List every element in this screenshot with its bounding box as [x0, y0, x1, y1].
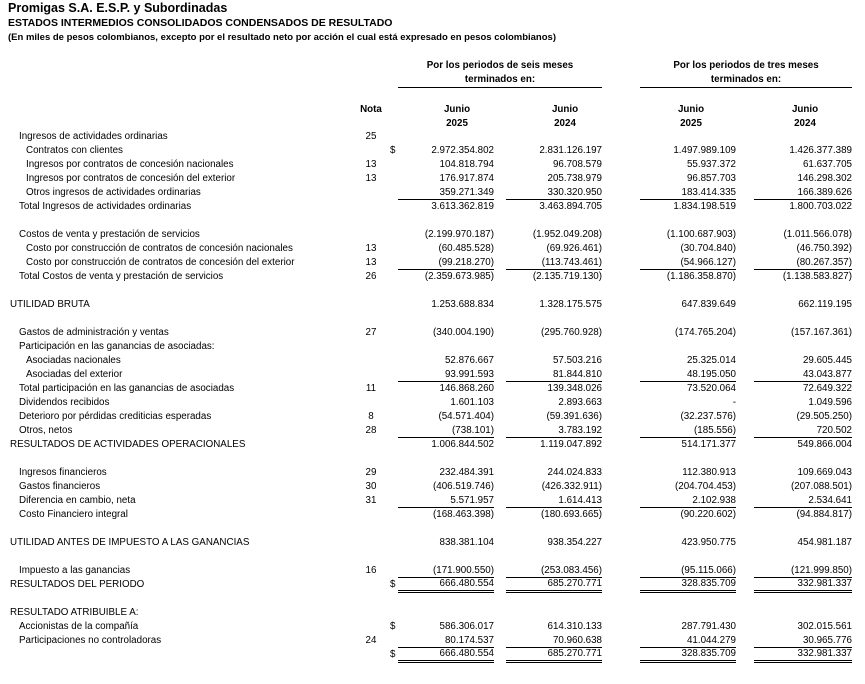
row-value-2: (59.391.636) [546, 410, 602, 422]
row-value-2: 205.738.979 [547, 172, 602, 184]
col4-header [768, 103, 842, 131]
row-value-4: 1.800.703.022 [789, 200, 852, 212]
statement-row [0, 382, 865, 396]
row-label: Total Ingresos de actividades ordinarias [19, 200, 192, 212]
row-value-2: (180.693.665) [540, 508, 602, 520]
row-value-3: 73.520.064 [686, 382, 736, 394]
statement-row [0, 466, 865, 480]
statement-row [0, 424, 865, 438]
row-nota: 16 [365, 564, 377, 576]
statement-row [0, 606, 865, 620]
row-value-3: 328.835.709 [640, 648, 736, 663]
row-value-2: 2.893.663 [558, 396, 602, 408]
row-label: Costos de venta y prestación de servicios [19, 228, 200, 240]
row-value-1: 666.480.554 [398, 648, 494, 663]
statement-row [0, 368, 865, 382]
statement-row [0, 648, 865, 662]
statement-row [0, 186, 865, 200]
row-value-4: 2.534.641 [754, 494, 852, 508]
statement-row [0, 494, 865, 508]
row-value-2: 70.960.638 [506, 634, 602, 648]
row-label: Ingresos por contratos de concesión del exterior [26, 172, 236, 184]
row-value-4: (94.884.817) [796, 508, 852, 520]
statement-row [0, 634, 865, 648]
statement-row [0, 158, 865, 172]
row-label: Total participación en las ganancias de asociadas [19, 382, 235, 394]
row-label: Accionistas de la compañía [19, 621, 139, 632]
row-value-2: 1.119.047.892 [540, 438, 602, 450]
statement-row [0, 242, 865, 256]
row-nota: 29 [365, 466, 377, 478]
row-nota: 31 [365, 494, 377, 506]
col1-year: 2025 [446, 118, 468, 129]
row-label: Diferencia en cambio, neta [19, 494, 136, 506]
row-label: Participación en las ganancias de asociadas: [19, 341, 215, 352]
units-note: (En miles de pesos colombianos, excepto por el resultado neto por acción el cual está expresado en pesos colombianos) [8, 32, 556, 43]
row-value-2: 614.310.133 [547, 621, 602, 632]
row-value-3: (204.704.453) [674, 480, 736, 492]
row-nota: 24 [365, 635, 377, 646]
col2-year: 2024 [554, 118, 576, 129]
row-nota: 13 [365, 158, 377, 170]
col1-month: Junio [443, 104, 471, 115]
row-label: Asociadas del exterior [26, 368, 123, 380]
row-value-4: (157.167.361) [790, 327, 852, 338]
row-label: UTILIDAD ANTES DE IMPUESTO A LAS GANANCIAS [10, 536, 250, 548]
row-value-3: (185.556) [640, 424, 736, 438]
row-value-3: (1.186.358.870) [666, 270, 736, 282]
row-value-4: 662.119.195 [798, 298, 852, 310]
col2-month: Junio [551, 104, 579, 115]
row-value-4: 43.043.877 [754, 368, 852, 382]
row-value-2: (253.083.456) [506, 564, 602, 578]
row-label: Gastos financieros [19, 480, 101, 492]
row-label: RESULTADO ATRIBUIBLE A: [10, 607, 139, 618]
row-value-3: (1.100.687.903) [666, 228, 736, 240]
row-nota: 13 [365, 256, 377, 268]
col4-year: 2024 [794, 118, 816, 129]
row-value-4: (121.999.850) [754, 564, 852, 578]
currency-symbol: $ [390, 578, 396, 590]
company-name: Promigas S.A. E.S.P. y Subordinadas [8, 1, 228, 15]
currency-symbol: $ [390, 621, 396, 632]
row-value-4: 61.637.705 [802, 158, 852, 170]
row-value-1: 586.306.017 [439, 621, 494, 632]
statement-row [0, 410, 865, 424]
row-value-2: 139.348.026 [547, 382, 602, 394]
row-value-3: 647.839.649 [681, 298, 736, 310]
three-month-header-line2: terminados en: [640, 73, 852, 88]
row-label: Gastos de administración y ventas [19, 327, 169, 338]
row-value-4: 109.669.043 [797, 466, 852, 478]
row-value-1: (340.004.190) [432, 327, 494, 338]
row-label: UTILIDAD BRUTA [10, 298, 90, 310]
row-value-2: (2.135.719.130) [532, 270, 602, 282]
row-value-4: 166.389.626 [754, 186, 852, 200]
six-month-header-line1: Por los periodos de seis meses [426, 60, 574, 71]
row-value-3: 96.857.703 [686, 172, 736, 184]
row-value-3: 1.834.198.519 [673, 200, 736, 212]
row-value-4: (29.505.250) [796, 410, 852, 422]
statement-row [0, 620, 865, 634]
three-month-header [640, 59, 852, 88]
row-label: RESULTADOS DEL PERIODO [10, 578, 145, 590]
row-nota: 27 [365, 327, 377, 338]
row-value-3: 423.950.775 [681, 536, 736, 548]
six-month-header [398, 59, 602, 88]
row-value-1: 1.253.688.834 [431, 298, 494, 310]
row-label: Otros, netos [19, 424, 73, 436]
row-value-2: 2.831.126.197 [539, 144, 602, 156]
col2-header [528, 103, 602, 131]
statement-row [0, 298, 865, 312]
row-value-1: (2.199.970.187) [424, 228, 494, 240]
row-value-1: (168.463.398) [432, 508, 494, 520]
row-value-1: 359.271.349 [398, 186, 494, 200]
row-label: Ingresos de actividades ordinarias [19, 131, 168, 142]
row-value-1: (171.900.550) [398, 564, 494, 578]
col4-month: Junio [791, 104, 819, 115]
row-value-3: 55.937.372 [686, 158, 736, 170]
row-value-1: 666.480.554 [398, 578, 494, 593]
row-value-1: (738.101) [398, 424, 494, 438]
row-value-1: 3.613.362.819 [431, 200, 494, 212]
row-nota: 28 [365, 424, 377, 436]
statement-row [0, 354, 865, 368]
row-value-4: 332.981.337 [754, 648, 852, 663]
three-month-header-line1: Por los periodos de tres meses [673, 60, 819, 71]
row-value-3: 1.497.989.109 [673, 144, 736, 156]
statement-title: ESTADOS INTERMEDIOS CONSOLIDADOS CONDENSADOS DE RESULTADO [8, 17, 393, 29]
row-value-3: 48.195.050 [640, 368, 736, 382]
row-value-4: 1.049.596 [808, 396, 852, 408]
row-label: Participaciones no controladoras [19, 635, 162, 646]
row-value-3: (54.966.127) [640, 256, 736, 270]
row-value-1: 2.972.354.802 [431, 144, 494, 156]
row-value-2: 685.270.771 [506, 578, 602, 593]
row-value-1: 104.818.794 [439, 158, 494, 170]
row-value-1: 838.381.104 [439, 536, 494, 548]
col3-header [654, 103, 728, 131]
row-value-3: 328.835.709 [640, 578, 736, 593]
row-nota: 30 [365, 480, 377, 492]
row-value-4: 30.965.776 [754, 634, 852, 648]
row-label: Impuesto a las ganancias [19, 564, 131, 576]
row-value-2: 1.614.413 [506, 494, 602, 508]
row-value-4: (1.138.583.827) [782, 270, 852, 282]
row-label: Dividendos recibidos [19, 396, 110, 408]
row-label: Asociadas nacionales [26, 354, 121, 366]
row-label: Contratos con clientes [26, 144, 123, 156]
row-value-4: (207.088.501) [790, 480, 852, 492]
statement-row [0, 256, 865, 270]
row-value-3: - [732, 396, 736, 408]
row-value-1: (406.519.746) [432, 480, 494, 492]
row-value-3: (32.237.576) [680, 410, 736, 422]
row-value-3: 183.414.335 [640, 186, 736, 200]
row-value-2: 3.783.192 [506, 424, 602, 438]
statement-row [0, 396, 865, 410]
row-value-3: (95.115.066) [640, 564, 736, 578]
row-nota: 25 [365, 131, 377, 142]
row-value-2: 244.024.833 [547, 466, 602, 478]
row-value-2: 81.844.810 [506, 368, 602, 382]
row-value-2: 330.320.950 [506, 186, 602, 200]
row-value-4: (1.011.566.078) [783, 228, 852, 240]
row-value-4: 72.649.322 [802, 382, 852, 394]
row-value-1: 93.991.593 [398, 368, 494, 382]
row-value-4: (80.267.357) [754, 256, 852, 270]
row-value-4: 720.502 [754, 424, 852, 438]
statement-row [0, 144, 865, 158]
col3-year: 2025 [680, 118, 702, 129]
row-value-4: (46.750.392) [796, 242, 852, 254]
statement-row [0, 536, 865, 550]
row-label: RESULTADOS DE ACTIVIDADES OPERACIONALES [10, 438, 246, 450]
row-value-4: 332.981.337 [754, 578, 852, 593]
row-value-3: 25.325.014 [686, 354, 736, 366]
statement-row [0, 480, 865, 494]
row-value-2: (113.743.461) [506, 256, 602, 270]
row-label: Total Costos de venta y prestación de servicios [19, 270, 224, 282]
row-value-3: 112.380.913 [682, 466, 736, 478]
row-nota: 11 [365, 382, 377, 394]
row-value-4: 1.426.377.389 [789, 144, 852, 156]
row-value-1: 52.876.667 [444, 354, 494, 366]
row-value-1: (99.218.270) [398, 256, 494, 270]
row-value-3: 514.171.377 [681, 438, 736, 450]
row-label: Costo por construcción de contratos de concesión nacionales [26, 242, 293, 254]
row-value-2: 57.503.216 [552, 354, 602, 366]
statement-row [0, 200, 865, 214]
six-month-header-line2: terminados en: [398, 73, 602, 88]
row-label: Deterioro por pérdidas crediticias esperadas [19, 410, 212, 422]
row-value-2: 938.354.227 [547, 536, 602, 548]
row-value-3: (174.765.204) [674, 327, 736, 338]
statement-row [0, 564, 865, 578]
row-label: Ingresos financieros [19, 466, 107, 478]
row-value-2: (1.952.049.208) [532, 228, 602, 240]
row-value-2: 96.708.579 [552, 158, 602, 170]
row-value-3: (90.220.602) [680, 508, 736, 520]
col1-header [420, 103, 494, 131]
statement-row [0, 438, 865, 452]
row-value-4: 549.866.004 [797, 438, 852, 450]
row-label: Ingresos por contratos de concesión nacionales [26, 158, 234, 170]
row-value-2: 1.328.175.575 [539, 298, 602, 310]
row-value-4: 146.298.302 [797, 172, 852, 184]
row-value-2: (426.332.911) [541, 480, 602, 492]
row-value-2: (295.760.928) [540, 327, 602, 338]
currency-symbol: $ [390, 144, 396, 156]
statement-row [0, 508, 865, 522]
col3-month: Junio [677, 104, 705, 115]
row-value-4: 302.015.561 [797, 621, 852, 632]
statement-row [0, 130, 865, 144]
row-value-4: 29.605.445 [802, 354, 852, 366]
row-value-1: (2.359.673.985) [424, 270, 494, 282]
row-value-3: 41.044.279 [640, 634, 736, 648]
nota-header: Nota [360, 104, 382, 115]
statement-row [0, 326, 865, 340]
statement-row [0, 270, 865, 284]
row-value-1: 5.571.957 [398, 494, 494, 508]
row-value-2: 685.270.771 [506, 648, 602, 663]
row-value-3: 2.102.938 [640, 494, 736, 508]
row-value-1: (54.571.404) [438, 410, 494, 422]
row-nota: 26 [365, 270, 377, 282]
row-value-1: 146.868.260 [439, 382, 494, 394]
currency-symbol: $ [390, 648, 396, 660]
row-label: Costo Financiero integral [19, 508, 128, 520]
row-value-2: (69.926.461) [546, 242, 602, 254]
statement-row [0, 340, 865, 354]
row-value-3: 287.791.430 [681, 621, 736, 632]
row-value-3: (30.704.840) [680, 242, 736, 254]
statement-row [0, 172, 865, 186]
row-label: Costo por construcción de contratos de concesión del exterior [26, 256, 295, 268]
row-value-1: 1.006.844.502 [431, 438, 494, 450]
row-value-1: 1.601.103 [450, 396, 494, 408]
row-value-1: 80.174.537 [398, 634, 494, 648]
row-value-1: 232.484.391 [439, 466, 494, 478]
row-nota: 13 [365, 172, 377, 184]
row-nota: 13 [365, 242, 377, 254]
row-value-4: 454.981.187 [797, 536, 852, 548]
row-value-1: (60.485.528) [438, 242, 494, 254]
statement-row [0, 228, 865, 242]
row-value-1: 176.917.874 [439, 172, 494, 184]
row-label: Otros ingresos de actividades ordinarias [26, 186, 201, 198]
statement-row [0, 578, 865, 592]
row-nota: 8 [368, 410, 374, 422]
row-value-2: 3.463.894.705 [539, 200, 602, 212]
